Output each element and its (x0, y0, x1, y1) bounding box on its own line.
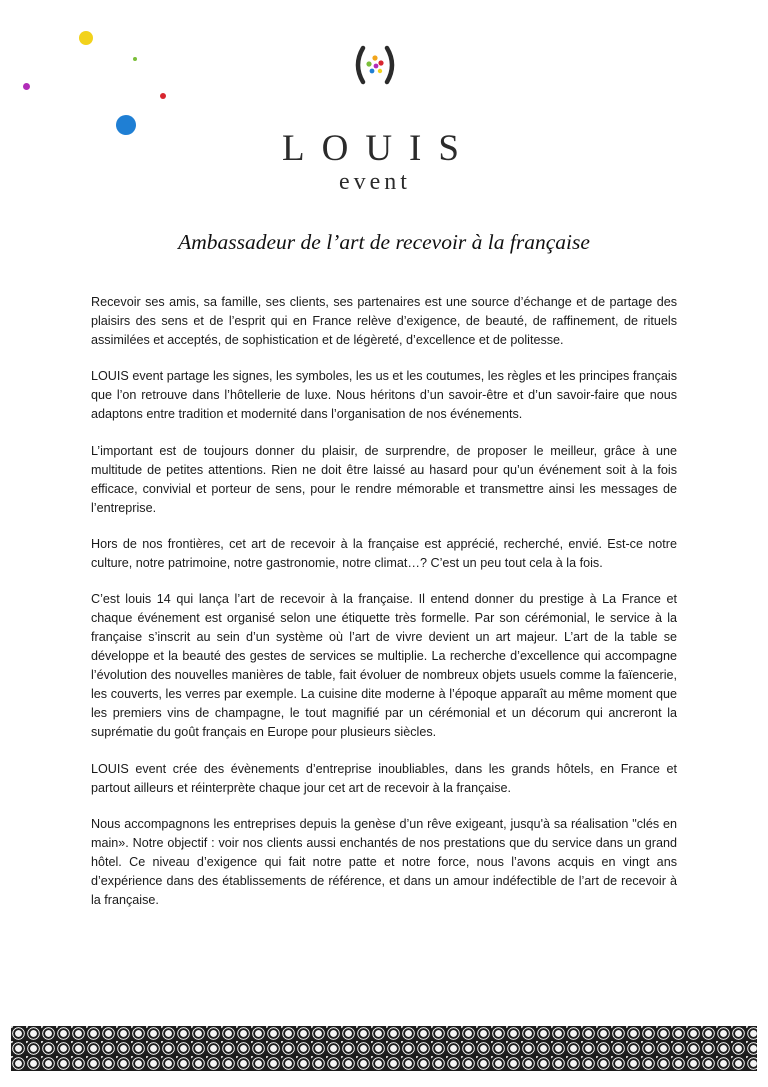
yellow-dot (79, 31, 93, 45)
green-dot (133, 57, 137, 61)
logo-mark-icon (352, 44, 398, 86)
logo-name: LOUIS (282, 128, 476, 169)
paragraph-2: LOUIS event partage les signes, les symboles, les us et les coutumes, les règles et les principes français que l’on retrouve dans l’hôtellerie de luxe. Nous héritons d’un savoir-être et d’un savoir-faire que nous adaptons entre tradition et modernité dans l’organisation de nos événements. (91, 369, 677, 422)
purple-dot (23, 83, 30, 90)
blue-dot (116, 115, 136, 135)
paragraph-5: C’est louis 14 qui lança l’art de recevoir à la française. Il entend donner du prestige à La France et chaque événement est organisé selon une étiquette très formelle. Par son cérémonial, le service à la française s’inscrit au sein d’un système où l’art de vivre devient un art majeur. L’art de la table se développe et la beauté des gestes de services se multiplie. La recherche d’excellence qui accompagne l’évolution des nouvelles manières de table, fait évoluer de nombreux objets usuels comme la faïencerie, les couverts, les verres par exemple. La cuisine dite moderne à l’époque apparaît au même moment que les premiers vins de champagne, le tout magnifié par un cérémonial et un décorum qui ancreront la suprématie du goût français en Europe pour plusieurs siècles. (91, 592, 677, 740)
paragraph-7: Nous accompagnons les entreprises depuis la genèse d’un rêve exigeant, jusqu'à sa réalisation "clés en main». Notre objectif : voir nos clients aussi enchantés de nos prestations que du service dans un grand hôtel. Ce niveau d’exigence qui fait notre patte et notre force, nous l’avons acquis en vingt ans d’expérience dans des établissements de référence, et dans un amour indéfectible de l’art de recevoir à la française. (91, 816, 677, 907)
louis-event-logo (270, 44, 480, 195)
paragraph-6: LOUIS event crée des évènements d’entreprise inoubliables, dans les grands hôtels, en France et partout ailleurs et réinterprète chaque jour cet art de recevoir à la française. (91, 761, 677, 795)
paragraph-4: Hors de nos frontières, cet art de recevoir à la française est apprécié, recherché, envié. Est-ce notre culture, notre patrimoine, notre gastronomie, notre climat…? C’est un peu tout cela à la fois. (91, 537, 677, 570)
paragraph-1: Recevoir ses amis, sa famille, ses clients, ses partenaires est une source d’échange et de partage des plaisirs des sens et de l’esprit qui en France relève d’exigence, de beauté, de raffinement, de rituels assimilées et acceptés, de sophistication et de légèreté, d’excellence et de politesse. (91, 295, 677, 347)
body-text (91, 293, 677, 927)
logo-subtitle: event (339, 169, 411, 195)
page-title: Ambassadeur de l’art de recevoir à la française (178, 230, 590, 254)
decorative-footer-pattern (11, 1026, 757, 1071)
red-dot (160, 93, 166, 99)
paragraph-3: L’important est de toujours donner du plaisir, de surprendre, de proposer le meilleur, grâce à une multitude de petites attentions. Rien ne doit être laissé au hasard pour qu’un événement soit à la fois efficace, convivial et porteur de sens, pour le rendre mémorable et transmettre ainsi les messages de l’entreprise. (91, 443, 677, 515)
